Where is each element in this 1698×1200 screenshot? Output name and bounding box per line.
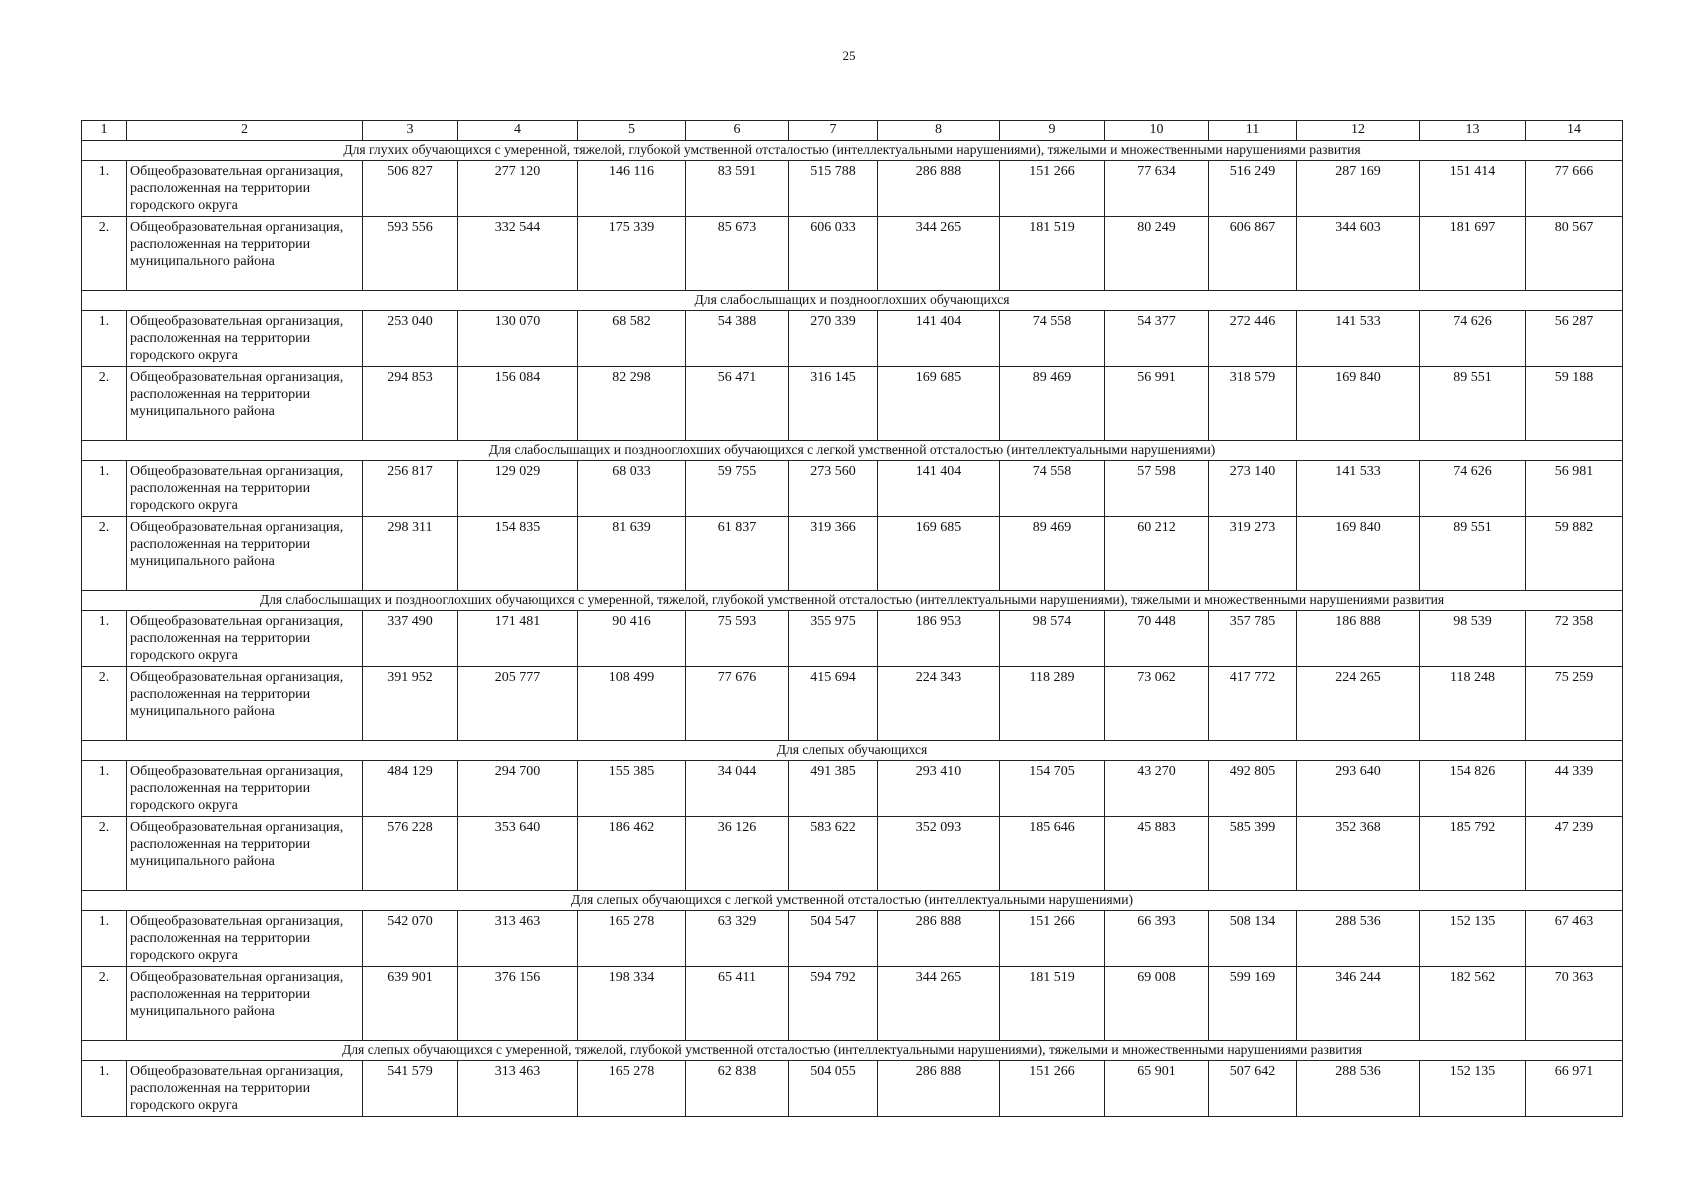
table-row (82, 911, 1623, 967)
value-cell: 146 116 (578, 161, 686, 217)
column-header: 9 (1000, 121, 1105, 141)
value-cell: 67 463 (1526, 911, 1623, 967)
value-cell: 141 404 (878, 461, 1000, 517)
value-cell: 417 772 (1209, 667, 1297, 741)
value-cell: 298 311 (363, 517, 458, 591)
value-cell: 376 156 (458, 967, 578, 1041)
value-cell: 293 410 (878, 761, 1000, 817)
value-cell: 273 140 (1209, 461, 1297, 517)
row-index: 1. (82, 1061, 127, 1117)
value-cell: 185 792 (1420, 817, 1526, 891)
value-cell: 272 446 (1209, 311, 1297, 367)
value-cell: 253 040 (363, 311, 458, 367)
row-index: 1. (82, 461, 127, 517)
value-cell: 391 952 (363, 667, 458, 741)
value-cell: 515 788 (789, 161, 878, 217)
table-row (82, 161, 1623, 217)
page-number: 25 (842, 48, 856, 63)
value-cell: 72 358 (1526, 611, 1623, 667)
value-cell: 541 579 (363, 1061, 458, 1117)
value-cell: 77 676 (686, 667, 789, 741)
value-cell: 542 070 (363, 911, 458, 967)
table-row (82, 517, 1623, 591)
value-cell: 357 785 (1209, 611, 1297, 667)
value-cell: 352 093 (878, 817, 1000, 891)
value-cell: 108 499 (578, 667, 686, 741)
value-cell: 606 033 (789, 217, 878, 291)
table-row (82, 817, 1623, 891)
column-header: 13 (1420, 121, 1526, 141)
value-cell: 152 135 (1420, 1061, 1526, 1117)
row-index: 2. (82, 517, 127, 591)
section-title: Для слабослышащих и позднооглохших обучающихся (82, 291, 1623, 311)
value-cell: 313 463 (458, 911, 578, 967)
value-cell: 155 385 (578, 761, 686, 817)
value-cell: 344 265 (878, 967, 1000, 1041)
row-index: 1. (82, 611, 127, 667)
table-row (82, 311, 1623, 367)
value-cell: 44 339 (1526, 761, 1623, 817)
organization-name: Общеобразовательная организация, расположенная на территории муниципального района (127, 367, 363, 441)
organization-name: Общеобразовательная организация, расположенная на территории городского округа (127, 311, 363, 367)
value-cell: 141 404 (878, 311, 1000, 367)
section-title: Для слабослышащих и позднооглохших обучающихся с легкой умственной отсталостью (интеллектуальными нарушениями) (82, 441, 1623, 461)
value-cell: 89 551 (1420, 517, 1526, 591)
value-cell: 65 411 (686, 967, 789, 1041)
value-cell: 316 145 (789, 367, 878, 441)
value-cell: 606 867 (1209, 217, 1297, 291)
value-cell: 80 567 (1526, 217, 1623, 291)
value-cell: 154 705 (1000, 761, 1105, 817)
value-cell: 154 835 (458, 517, 578, 591)
value-cell: 56 287 (1526, 311, 1623, 367)
value-cell: 508 134 (1209, 911, 1297, 967)
value-cell: 81 639 (578, 517, 686, 591)
section-title: Для слепых обучающихся с умеренной, тяжелой, глубокой умственной отсталостью (интеллектуальными нарушениями), тяжелыми и множественными нарушениями развития (82, 1041, 1623, 1061)
table-row (82, 967, 1623, 1041)
value-cell: 224 343 (878, 667, 1000, 741)
value-cell: 68 582 (578, 311, 686, 367)
value-cell: 74 626 (1420, 311, 1526, 367)
value-cell: 65 901 (1105, 1061, 1209, 1117)
section-header-row (82, 441, 1623, 461)
value-cell: 56 471 (686, 367, 789, 441)
value-cell: 85 673 (686, 217, 789, 291)
row-index: 1. (82, 311, 127, 367)
value-cell: 270 339 (789, 311, 878, 367)
value-cell: 73 062 (1105, 667, 1209, 741)
value-cell: 286 888 (878, 1061, 1000, 1117)
value-cell: 344 603 (1297, 217, 1420, 291)
value-cell: 66 393 (1105, 911, 1209, 967)
value-cell: 344 265 (878, 217, 1000, 291)
value-cell: 165 278 (578, 1061, 686, 1117)
value-cell: 504 547 (789, 911, 878, 967)
column-header: 11 (1209, 121, 1297, 141)
value-cell: 346 244 (1297, 967, 1420, 1041)
value-cell: 286 888 (878, 911, 1000, 967)
value-cell: 89 551 (1420, 367, 1526, 441)
value-cell: 61 837 (686, 517, 789, 591)
value-cell: 66 971 (1526, 1061, 1623, 1117)
organization-name: Общеобразовательная организация, расположенная на территории муниципального района (127, 517, 363, 591)
value-cell: 484 129 (363, 761, 458, 817)
value-cell: 43 270 (1105, 761, 1209, 817)
value-cell: 74 626 (1420, 461, 1526, 517)
value-cell: 90 416 (578, 611, 686, 667)
value-cell: 36 126 (686, 817, 789, 891)
section-title: Для слабослышащих и позднооглохших обучающихся с умеренной, тяжелой, глубокой умственной отсталостью (интеллектуальными нарушениями), тяжелыми и множественными нарушениями развития (82, 591, 1623, 611)
row-index: 2. (82, 817, 127, 891)
value-cell: 56 991 (1105, 367, 1209, 441)
value-cell: 186 953 (878, 611, 1000, 667)
value-cell: 98 539 (1420, 611, 1526, 667)
value-cell: 59 882 (1526, 517, 1623, 591)
table-row (82, 761, 1623, 817)
value-cell: 129 029 (458, 461, 578, 517)
value-cell: 337 490 (363, 611, 458, 667)
value-cell: 415 694 (789, 667, 878, 741)
value-cell: 169 840 (1297, 367, 1420, 441)
value-cell: 54 388 (686, 311, 789, 367)
value-cell: 151 266 (1000, 1061, 1105, 1117)
value-cell: 77 666 (1526, 161, 1623, 217)
value-cell: 224 265 (1297, 667, 1420, 741)
value-cell: 576 228 (363, 817, 458, 891)
cost-table (81, 120, 1623, 1117)
value-cell: 492 805 (1209, 761, 1297, 817)
value-cell: 585 399 (1209, 817, 1297, 891)
value-cell: 288 536 (1297, 911, 1420, 967)
section-header-row (82, 891, 1623, 911)
section-title: Для слепых обучающихся с легкой умственной отсталостью (интеллектуальными нарушениями) (82, 891, 1623, 911)
organization-name: Общеобразовательная организация, расположенная на территории городского округа (127, 161, 363, 217)
value-cell: 583 622 (789, 817, 878, 891)
value-cell: 59 755 (686, 461, 789, 517)
value-cell: 332 544 (458, 217, 578, 291)
table-row (82, 667, 1623, 741)
value-cell: 56 981 (1526, 461, 1623, 517)
organization-name: Общеобразовательная организация, расположенная на территории муниципального района (127, 817, 363, 891)
value-cell: 77 634 (1105, 161, 1209, 217)
column-number-row (82, 121, 1623, 141)
organization-name: Общеобразовательная организация, расположенная на территории муниципального района (127, 667, 363, 741)
organization-name: Общеобразовательная организация, расположенная на территории городского округа (127, 1061, 363, 1117)
table-row (82, 217, 1623, 291)
row-index: 2. (82, 367, 127, 441)
value-cell: 256 817 (363, 461, 458, 517)
value-cell: 118 289 (1000, 667, 1105, 741)
value-cell: 74 558 (1000, 311, 1105, 367)
section-header-row (82, 741, 1623, 761)
value-cell: 594 792 (789, 967, 878, 1041)
row-index: 2. (82, 967, 127, 1041)
value-cell: 318 579 (1209, 367, 1297, 441)
value-cell: 83 591 (686, 161, 789, 217)
value-cell: 59 188 (1526, 367, 1623, 441)
value-cell: 169 685 (878, 367, 1000, 441)
organization-name: Общеобразовательная организация, расположенная на территории муниципального района (127, 967, 363, 1041)
value-cell: 313 463 (458, 1061, 578, 1117)
value-cell: 171 481 (458, 611, 578, 667)
value-cell: 516 249 (1209, 161, 1297, 217)
column-header: 14 (1526, 121, 1623, 141)
value-cell: 89 469 (1000, 367, 1105, 441)
column-header: 12 (1297, 121, 1420, 141)
value-cell: 151 266 (1000, 161, 1105, 217)
value-cell: 80 249 (1105, 217, 1209, 291)
value-cell: 141 533 (1297, 311, 1420, 367)
value-cell: 273 560 (789, 461, 878, 517)
organization-name: Общеобразовательная организация, расположенная на территории городского округа (127, 911, 363, 967)
value-cell: 75 259 (1526, 667, 1623, 741)
value-cell: 89 469 (1000, 517, 1105, 591)
value-cell: 319 273 (1209, 517, 1297, 591)
value-cell: 62 838 (686, 1061, 789, 1117)
value-cell: 185 646 (1000, 817, 1105, 891)
value-cell: 169 840 (1297, 517, 1420, 591)
value-cell: 54 377 (1105, 311, 1209, 367)
value-cell: 294 853 (363, 367, 458, 441)
value-cell: 75 593 (686, 611, 789, 667)
column-header: 1 (82, 121, 127, 141)
section-header-row (82, 591, 1623, 611)
value-cell: 186 888 (1297, 611, 1420, 667)
value-cell: 47 239 (1526, 817, 1623, 891)
value-cell: 151 266 (1000, 911, 1105, 967)
value-cell: 98 574 (1000, 611, 1105, 667)
value-cell: 57 598 (1105, 461, 1209, 517)
column-header: 3 (363, 121, 458, 141)
value-cell: 319 366 (789, 517, 878, 591)
organization-name: Общеобразовательная организация, расположенная на территории городского округа (127, 461, 363, 517)
value-cell: 118 248 (1420, 667, 1526, 741)
column-header: 4 (458, 121, 578, 141)
value-cell: 286 888 (878, 161, 1000, 217)
section-header-row (82, 291, 1623, 311)
row-index: 2. (82, 667, 127, 741)
value-cell: 205 777 (458, 667, 578, 741)
value-cell: 599 169 (1209, 967, 1297, 1041)
column-header: 7 (789, 121, 878, 141)
value-cell: 154 826 (1420, 761, 1526, 817)
value-cell: 151 414 (1420, 161, 1526, 217)
section-title: Для глухих обучающихся с умеренной, тяжелой, глубокой умственной отсталостью (интеллектуальными нарушениями), тяжелыми и множественными нарушениями развития (82, 141, 1623, 161)
value-cell: 82 298 (578, 367, 686, 441)
value-cell: 130 070 (458, 311, 578, 367)
value-cell: 507 642 (1209, 1061, 1297, 1117)
value-cell: 352 368 (1297, 817, 1420, 891)
value-cell: 504 055 (789, 1061, 878, 1117)
column-header: 5 (578, 121, 686, 141)
value-cell: 165 278 (578, 911, 686, 967)
column-header: 6 (686, 121, 789, 141)
section-title: Для слепых обучающихся (82, 741, 1623, 761)
value-cell: 355 975 (789, 611, 878, 667)
section-header-row (82, 141, 1623, 161)
table-row (82, 1061, 1623, 1117)
value-cell: 169 685 (878, 517, 1000, 591)
row-index: 1. (82, 161, 127, 217)
value-cell: 294 700 (458, 761, 578, 817)
value-cell: 593 556 (363, 217, 458, 291)
value-cell: 60 212 (1105, 517, 1209, 591)
row-index: 2. (82, 217, 127, 291)
value-cell: 353 640 (458, 817, 578, 891)
column-header: 8 (878, 121, 1000, 141)
value-cell: 141 533 (1297, 461, 1420, 517)
value-cell: 70 363 (1526, 967, 1623, 1041)
table-row (82, 461, 1623, 517)
value-cell: 181 697 (1420, 217, 1526, 291)
value-cell: 63 329 (686, 911, 789, 967)
value-cell: 277 120 (458, 161, 578, 217)
value-cell: 182 562 (1420, 967, 1526, 1041)
organization-name: Общеобразовательная организация, расположенная на территории городского округа (127, 611, 363, 667)
column-header: 10 (1105, 121, 1209, 141)
value-cell: 181 519 (1000, 217, 1105, 291)
value-cell: 198 334 (578, 967, 686, 1041)
value-cell: 34 044 (686, 761, 789, 817)
value-cell: 491 385 (789, 761, 878, 817)
table-row (82, 611, 1623, 667)
value-cell: 288 536 (1297, 1061, 1420, 1117)
value-cell: 45 883 (1105, 817, 1209, 891)
value-cell: 156 084 (458, 367, 578, 441)
value-cell: 68 033 (578, 461, 686, 517)
value-cell: 186 462 (578, 817, 686, 891)
value-cell: 506 827 (363, 161, 458, 217)
row-index: 1. (82, 761, 127, 817)
organization-name: Общеобразовательная организация, расположенная на территории городского округа (127, 761, 363, 817)
value-cell: 639 901 (363, 967, 458, 1041)
table-row (82, 367, 1623, 441)
table-body (82, 121, 1623, 1117)
value-cell: 293 640 (1297, 761, 1420, 817)
value-cell: 175 339 (578, 217, 686, 291)
organization-name: Общеобразовательная организация, расположенная на территории муниципального района (127, 217, 363, 291)
section-header-row (82, 1041, 1623, 1061)
value-cell: 287 169 (1297, 161, 1420, 217)
column-header: 2 (127, 121, 363, 141)
value-cell: 152 135 (1420, 911, 1526, 967)
value-cell: 69 008 (1105, 967, 1209, 1041)
value-cell: 181 519 (1000, 967, 1105, 1041)
value-cell: 74 558 (1000, 461, 1105, 517)
row-index: 1. (82, 911, 127, 967)
value-cell: 70 448 (1105, 611, 1209, 667)
